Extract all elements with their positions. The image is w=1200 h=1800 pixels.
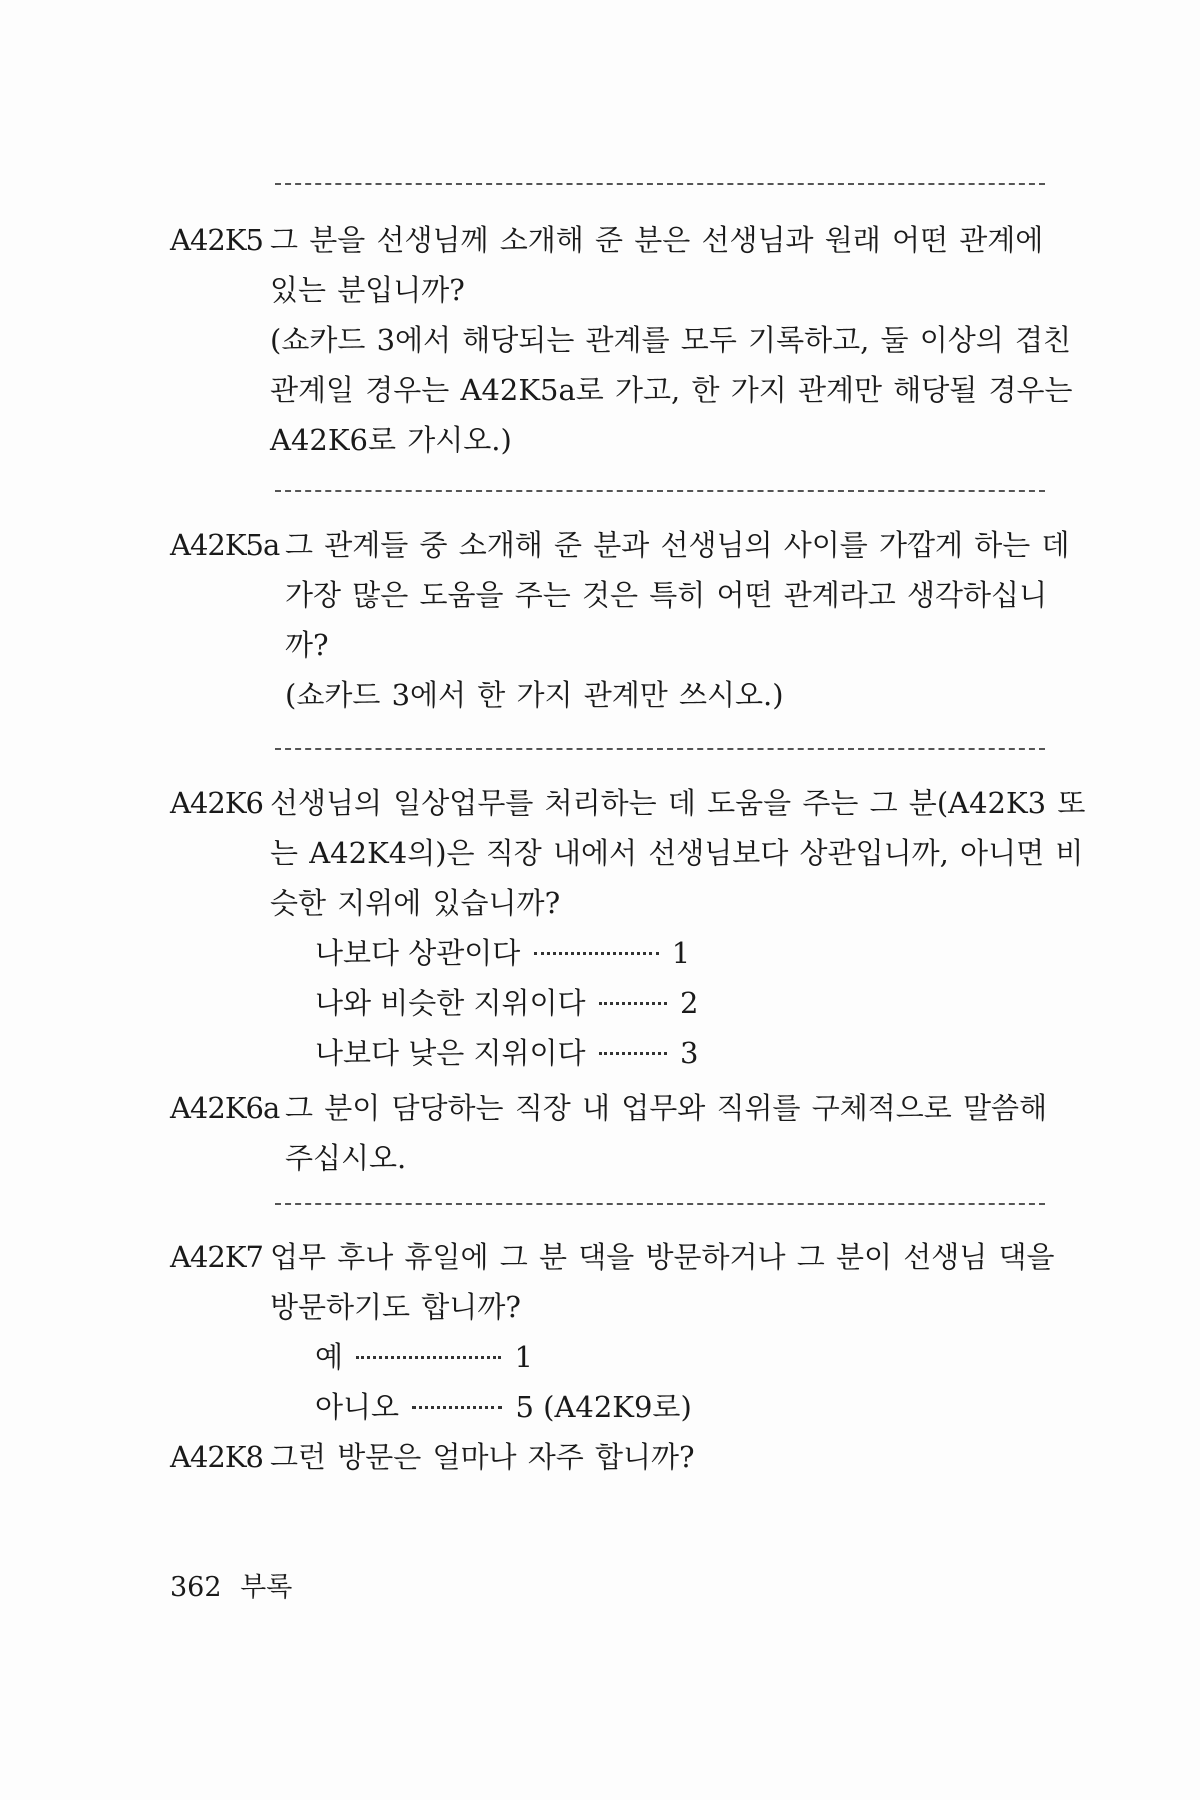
option-code: 1: [671, 936, 691, 970]
question-line: 슷한 지위에 있습니까?: [270, 886, 561, 920]
answer-option: [315, 1382, 1050, 1432]
section-divider: [275, 183, 1045, 185]
question-line: 그 분을 선생님께 소개해 준 분은 선생님과 원래 어떤 관계에: [270, 223, 1044, 257]
question-line: 가장 많은 도움을 주는 것은 특히 어떤 관계라고 생각하십니: [285, 578, 1048, 612]
question-text: [270, 1432, 1050, 1482]
question-line: 선생님의 일상업무를 처리하는 데 도움을 주는 그 분(A42K3 또: [270, 786, 1086, 820]
option-label: 나보다 낮은 지위이다: [315, 1036, 586, 1070]
answer-option: [315, 978, 1050, 1028]
answer-option: [315, 928, 1050, 978]
question-line: 주십시오.: [285, 1141, 407, 1175]
leader-dots: [599, 1052, 667, 1055]
answer-options: [315, 928, 1050, 1078]
question-line: 업무 후나 휴일에 그 분 댁을 방문하거나 그 분이 선생님 댁을: [270, 1240, 1055, 1274]
option-code: 2: [680, 986, 699, 1020]
instruction-line: (쇼카드 3에서 해당되는 관계를 모두 기록하고, 둘 이상의 겹친: [270, 323, 1072, 357]
option-label: 나와 비슷한 지위이다: [315, 986, 586, 1020]
leader-dots: [412, 1406, 502, 1409]
question-id: A42K8: [170, 1440, 263, 1474]
question-a42k8: [170, 1432, 1050, 1482]
answer-option: [315, 1028, 1050, 1078]
question-id: A42K7: [170, 1240, 263, 1274]
instruction-line: (쇼카드 3에서 한 가지 관계만 쓰시오.): [285, 678, 784, 712]
question-a42k6: [170, 778, 1086, 1078]
leader-dots: [599, 1002, 667, 1005]
question-a42k5: [170, 215, 1073, 465]
question-a42k7: [170, 1232, 1055, 1432]
question-line: 있는 분입니까?: [270, 273, 465, 307]
page-number: 362: [170, 1572, 222, 1603]
option-code: 3: [680, 1036, 699, 1070]
question-line: 그 관계들 중 소개해 준 분과 선생님의 사이를 가깝게 하는 데: [285, 528, 1070, 562]
leader-dots: [534, 952, 659, 955]
instruction-line: A42K6로 가시오.): [270, 423, 512, 457]
option-label: 아니오: [315, 1390, 400, 1424]
question-text: [285, 520, 1070, 720]
question-text: [270, 1232, 1055, 1332]
question-text: [270, 215, 1073, 465]
leader-dots: [356, 1356, 501, 1359]
question-line: 까?: [285, 628, 329, 662]
question-id: A42K6: [170, 786, 263, 820]
question-a42k6a: [170, 1083, 1050, 1183]
question-line: 방문하기도 합니까?: [270, 1290, 521, 1324]
option-label: 나보다 상관이다: [315, 936, 521, 970]
question-id: A42K5: [170, 223, 263, 257]
question-text: [270, 778, 1086, 928]
option-code: 5 (A42K9로): [515, 1390, 692, 1424]
section-name: 부록: [240, 1572, 293, 1603]
answer-options: [315, 1332, 1050, 1432]
option-code: 1: [514, 1340, 533, 1374]
section-divider: [275, 490, 1045, 492]
question-line: 그런 방문은 얼마나 자주 합니까?: [270, 1440, 695, 1474]
question-line: 그 분이 담당하는 직장 내 업무와 직위를 구체적으로 말씀해: [285, 1091, 1048, 1125]
question-id: A42K6a: [170, 1091, 280, 1125]
instruction-line: 관계일 경우는 A42K5a로 가고, 한 가지 관계만 해당될 경우는: [270, 373, 1073, 407]
section-divider: [275, 1203, 1045, 1205]
section-divider: [275, 748, 1045, 750]
question-text: [285, 1083, 1050, 1183]
question-line: 는 A42K4의)은 직장 내에서 선생님보다 상관입니까, 아니면 비: [270, 836, 1084, 870]
page-footer: [170, 1565, 292, 1604]
question-a42k5a: [170, 520, 1070, 720]
answer-option: [315, 1332, 1050, 1382]
question-id: A42K5a: [170, 528, 280, 562]
option-label: 예: [315, 1340, 344, 1374]
